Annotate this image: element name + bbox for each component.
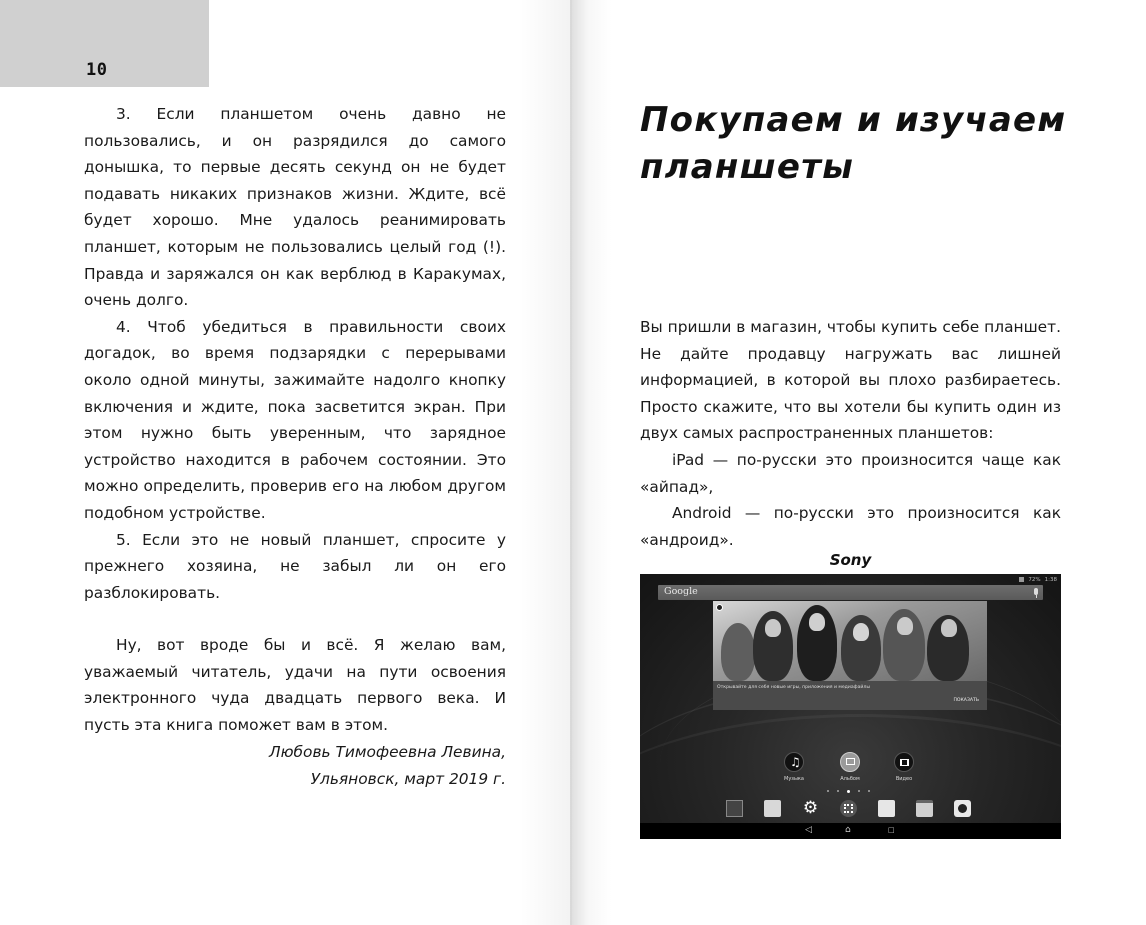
left-page-body xyxy=(84,101,506,739)
intro-paragraph: Вы пришли в магазин, чтобы купить себе планшет. Не дайте продавцу нагружать вас лишней информацией, в которой вы плохо разбираетесь. Просто скажите, что вы хотели бы купить один из двух самых распространенных планшетов: xyxy=(640,318,1061,443)
wifi-icon xyxy=(1019,577,1024,582)
paragraph-tip-5: 5. Если это не новый планшет, спросите у прежнего хозяина, не забыл ли он его разблокировать. xyxy=(84,530,506,602)
album-app-icon xyxy=(840,752,860,772)
navigation-bar xyxy=(640,823,1061,839)
author-signature xyxy=(84,739,506,792)
gutter-shadow xyxy=(520,0,572,925)
google-search-bar xyxy=(658,585,1043,600)
microphone-icon xyxy=(1034,588,1038,595)
photo-face xyxy=(765,619,781,637)
battery-level: 72% xyxy=(1028,576,1041,583)
right-page-body xyxy=(640,314,1061,553)
gutter-shadow-right xyxy=(572,0,612,925)
photo-face xyxy=(809,613,825,631)
photo-face xyxy=(941,619,957,637)
tablet-screenshot xyxy=(640,574,1061,839)
video-app-label: Видео xyxy=(895,776,913,782)
widget-photo xyxy=(713,601,987,681)
home-icon: ⌂ xyxy=(845,825,851,835)
album-app-label: Альбом xyxy=(840,776,860,782)
list-item-ipad: iPad — по-русски это произносится чаще как «айпад», xyxy=(640,450,1061,496)
recent-apps-icon: □ xyxy=(888,826,895,834)
widget-description: Открывайте для себя новые игры, приложения и медиафайлы xyxy=(717,685,870,690)
video-app-icon xyxy=(894,752,914,772)
paragraph-tip-3: 3. Если планшетом очень давно не пользовались, и он разрядился до самого донышка, то первые десять секунд он не будет подавать никаких признаков жизни. Ждите, всё будет хорошо. Мне удалось реанимировать планшет, которым не пользовались целый год (!). Правда и заряжался он как верблюд в Каракумах, очень долго. xyxy=(84,105,506,310)
status-time: 1:38 xyxy=(1044,576,1057,583)
page-number: 10 xyxy=(86,60,108,80)
signature-name: Любовь Тимофеевна Левина, xyxy=(269,743,506,761)
widget-show-button: ПОКАЗАТЬ xyxy=(953,698,979,703)
status-bar xyxy=(1019,575,1057,584)
photo-face xyxy=(897,617,913,635)
paragraph-tip-4: 4. Чтоб убедиться в правильности своих догадок, во время подзарядки с перерывами около одной минуты, зажимайте надолго кнопку включения и ждите, пока засветится экран. При этом нужно быть уверенным, что зарядное устройство находится в рабочем состоянии. Это можно определить, проверив его на любом другом подобном устройстве. xyxy=(84,317,506,522)
left-page xyxy=(0,0,572,925)
messages-icon xyxy=(878,800,895,817)
play-store-dock-icon xyxy=(764,800,781,817)
camera-icon xyxy=(954,800,971,817)
photo-person xyxy=(721,623,755,681)
list-item-android: Android — по-русски это произносится как «андроид». xyxy=(640,504,1061,549)
apps-folder-icon xyxy=(726,800,743,817)
page-indicator xyxy=(827,790,870,793)
calendar-icon xyxy=(916,800,933,817)
play-store-widget xyxy=(713,601,987,710)
back-icon: ◁ xyxy=(805,825,812,835)
widget-header xyxy=(716,604,723,611)
photo-face xyxy=(853,623,869,641)
closing-paragraph: Ну, вот вроде бы и всё. Я желаю вам, уважаемый читатель, удачи на пути освоения электронного чуда двадцать первого века. И пусть эта книга поможет вам в этом. xyxy=(84,636,506,735)
figure-caption: Sony xyxy=(829,551,872,569)
music-app-icon: ♫ xyxy=(784,752,804,772)
play-store-icon xyxy=(716,604,723,611)
settings-gear-icon: ⚙ xyxy=(802,798,819,818)
signature-place-date: Ульяновск, март 2019 г. xyxy=(310,769,506,788)
app-drawer-icon xyxy=(840,800,857,817)
chapter-title: Покупаем и изучаем планшеты xyxy=(640,100,1067,187)
google-logo: Google xyxy=(664,586,698,597)
music-app-label: Музыка xyxy=(784,776,804,782)
